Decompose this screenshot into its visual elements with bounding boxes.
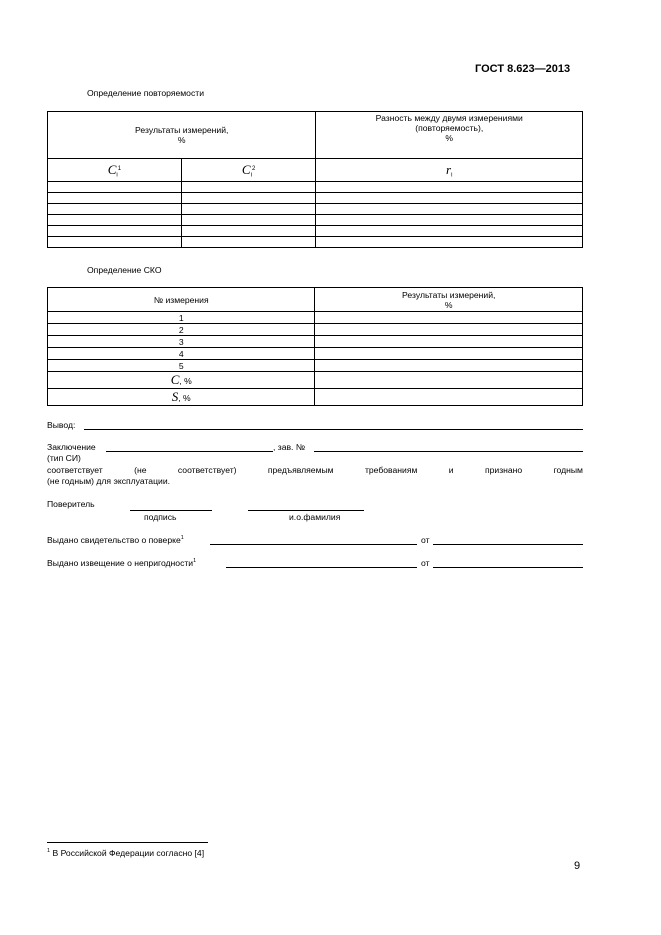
- table-cell: [48, 226, 182, 237]
- table-cell: [181, 215, 316, 226]
- symbol-c2-sub: i: [250, 172, 252, 179]
- verifier-label: Поверитель: [47, 499, 95, 509]
- table-cell: [181, 204, 316, 215]
- certificate-from-label: от: [421, 535, 430, 545]
- conclusion-word: и: [448, 465, 454, 475]
- difference-unit: %: [445, 133, 454, 143]
- symbol-r-cell: [316, 159, 583, 182]
- mean-unit: , %: [179, 376, 192, 386]
- conclusion-word: соответствует: [47, 465, 103, 475]
- table-row: [48, 324, 583, 336]
- difference-header-cell: [316, 112, 583, 159]
- table-cell: [181, 182, 316, 193]
- table-row: [48, 215, 583, 226]
- certificate-footnote-mark: 1: [180, 535, 184, 542]
- notice-footnote-mark: 1: [193, 558, 197, 565]
- table-row: [48, 193, 583, 204]
- symbol-c1: C: [107, 161, 117, 177]
- repeatability-table: [47, 111, 583, 248]
- name-caption: и.о.фамилия: [289, 512, 341, 522]
- notice-label-wrap: [47, 558, 196, 568]
- table-cell: [316, 204, 583, 215]
- certificate-line[interactable]: [210, 544, 417, 545]
- serial-label: , зав. №: [273, 442, 306, 452]
- conclusion-word: предъявляемым: [267, 465, 334, 475]
- conclusion-word: соответствует): [177, 465, 237, 475]
- si-type-line[interactable]: [106, 451, 273, 452]
- serial-number-line[interactable]: [314, 451, 583, 452]
- notice-from-label: от: [421, 558, 430, 568]
- conclusion-label: Заключение: [47, 442, 96, 452]
- symbol-c1-cell: [48, 159, 182, 182]
- sko-results-unit: %: [444, 299, 453, 310]
- section-title-sko: Определение СКО: [87, 265, 162, 275]
- sd-symbol: S: [171, 389, 179, 404]
- table-row: [48, 348, 583, 360]
- symbol-c2: C: [241, 161, 251, 177]
- table-cell: [316, 193, 583, 204]
- mean-cell: [48, 372, 315, 389]
- certificate-label-wrap: [47, 535, 184, 545]
- conclusion-word: признано: [484, 465, 523, 475]
- page-number: 9: [574, 860, 581, 872]
- measurement-number: 2: [48, 324, 315, 336]
- table-cell: [315, 324, 583, 336]
- table-cell: [181, 237, 316, 248]
- table-cell: [48, 204, 182, 215]
- table-row: [48, 360, 583, 372]
- results-header-cell: [48, 112, 316, 159]
- signature-caption: подпись: [144, 512, 177, 522]
- footnote-rule: [47, 842, 208, 843]
- results-header: Результаты измерений,: [135, 125, 229, 135]
- symbol-r-sub: i: [451, 172, 453, 179]
- table-cell: [315, 360, 583, 372]
- table-cell: [48, 237, 182, 248]
- table-cell: [48, 182, 182, 193]
- output-label: Вывод:: [47, 420, 76, 430]
- table-cell: [316, 237, 583, 248]
- difference-header-line2: (повторяемость),: [415, 123, 484, 133]
- certificate-label: Выдано свидетельство о поверке: [47, 535, 181, 545]
- table-row: [48, 336, 583, 348]
- table-cell: [315, 389, 583, 406]
- results-unit: %: [177, 135, 186, 145]
- section-title-repeatability: Определение повторяемости: [87, 88, 204, 98]
- footnote-mark: 1: [47, 848, 51, 855]
- measurement-number: 5: [48, 360, 315, 372]
- table-cell: [181, 226, 316, 237]
- conclusion-word: годным: [553, 465, 583, 475]
- sko-results-header: Результаты измерений,: [402, 289, 496, 300]
- footnote: [47, 848, 204, 858]
- measurement-number: 4: [48, 348, 315, 360]
- si-type-caption: (тип СИ): [47, 453, 81, 463]
- signature-line[interactable]: [130, 510, 212, 511]
- table-cell: [316, 215, 583, 226]
- measurement-number: 1: [48, 312, 315, 324]
- name-line[interactable]: [248, 510, 364, 511]
- table-row: [48, 372, 583, 389]
- sd-cell: [48, 389, 315, 406]
- conclusion-word: требованиям: [364, 465, 418, 475]
- table-row: [48, 226, 583, 237]
- table-row: [48, 237, 583, 248]
- conclusion-sentence-line2: (не годным) для эксплуатации.: [47, 476, 171, 486]
- notice-line[interactable]: [226, 567, 417, 568]
- certificate-date-line[interactable]: [433, 544, 583, 545]
- output-line[interactable]: [84, 429, 583, 430]
- table-cell: [315, 348, 583, 360]
- footnote-text: В Российской Федерации согласно [4]: [52, 848, 205, 858]
- table-row: [48, 182, 583, 193]
- sko-table: [47, 287, 583, 406]
- symbol-c2-cell: [181, 159, 316, 182]
- table-cell: [315, 336, 583, 348]
- symbol-r: r: [446, 161, 452, 177]
- symbol-c2-sup: 2: [251, 165, 256, 172]
- table-cell: [316, 182, 583, 193]
- symbol-c1-sup: 1: [117, 165, 122, 172]
- measurement-number: 3: [48, 336, 315, 348]
- difference-header-line1: Разность между двумя измерениями: [375, 113, 523, 123]
- conclusion-word: (не: [134, 465, 147, 475]
- conclusion-sentence-line1: [47, 465, 583, 475]
- symbol-c1-sub: i: [116, 172, 118, 179]
- table-cell: [315, 312, 583, 324]
- table-cell: [181, 193, 316, 204]
- standard-title: ГОСТ 8.623—2013: [475, 63, 571, 75]
- table-row: [48, 204, 583, 215]
- table-cell: [315, 372, 583, 389]
- number-header: № измерения: [48, 288, 315, 312]
- table-cell: [48, 193, 182, 204]
- table-cell: [316, 226, 583, 237]
- mean-symbol: $\overline{C}$: [170, 372, 180, 387]
- table-row: [48, 389, 583, 406]
- notice-date-line[interactable]: [433, 567, 583, 568]
- sko-results-header-cell: [315, 288, 583, 312]
- notice-label: Выдано извещение о непригодности: [47, 558, 194, 568]
- table-row: [48, 312, 583, 324]
- sd-unit: , %: [178, 393, 191, 403]
- table-cell: [48, 215, 182, 226]
